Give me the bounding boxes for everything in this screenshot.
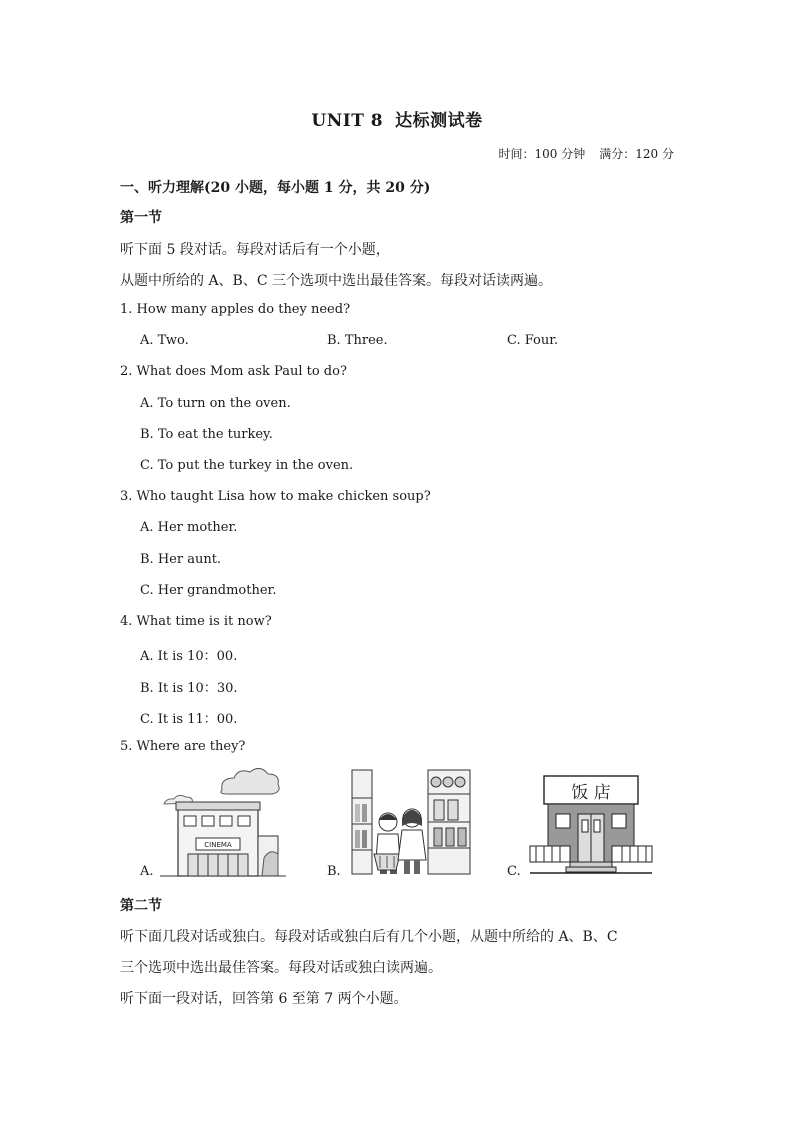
question-5-option-a: A. xyxy=(140,864,154,879)
exam-time: 时间：100 分钟 xyxy=(498,147,586,161)
cinema-sign-text: CINEMA xyxy=(204,841,232,849)
question-4-option-a: A. It is 10：00. xyxy=(140,649,238,664)
cinema-building-icon xyxy=(160,766,286,878)
restaurant-sign-text: 饭 店 xyxy=(571,783,611,803)
section1-instruction-2: 从题中所给的 A、B、C 三个选项中选出最佳答案。每段对话读两遍。 xyxy=(120,273,553,289)
question-4-stem: 4. What time is it now? xyxy=(120,614,272,629)
exam-meta xyxy=(499,145,674,162)
section2-heading: 第二节 xyxy=(120,898,162,914)
title-unit: UNIT 8 xyxy=(311,111,384,131)
section1-heading: 第一节 xyxy=(120,210,162,226)
title-cn: 达标测试卷 xyxy=(395,111,483,131)
question-2-stem: 2. What does Mom ask Paul to do? xyxy=(120,364,347,379)
question-2-option-b: B. To eat the turkey. xyxy=(140,427,273,442)
question-1-option-b: B. Three. xyxy=(327,333,388,348)
question-3-option-a: A. Her mother. xyxy=(140,520,238,535)
question-2-option-c: C. To put the turkey in the oven. xyxy=(140,458,354,473)
question-4-option-c: C. It is 11：00. xyxy=(140,712,238,727)
question-1-option-a: A. Two. xyxy=(140,333,189,348)
page-title xyxy=(0,106,794,131)
section2-instruction-3: 听下面一段对话，回答第 6 至第 7 两个小题。 xyxy=(120,991,408,1007)
question-5-option-b: B. xyxy=(327,864,341,879)
question-5-stem: 5. Where are they? xyxy=(120,739,246,754)
question-3-option-c: C. Her grandmother. xyxy=(140,583,277,598)
part1-heading: 一、听力理解(20 小题，每小题 1 分，共 20 分) xyxy=(120,180,431,196)
section1-instruction-1: 听下面 5 段对话。每段对话后有一个小题， xyxy=(120,242,390,258)
section2-instruction-2: 三个选项中选出最佳答案。每段对话或独白读两遍。 xyxy=(120,960,442,976)
restaurant-building-icon xyxy=(530,774,652,876)
section2-instruction-1: 听下面几段对话或独白。每段对话或独白后有几个小题，从题中所给的 A、B、C xyxy=(120,929,618,945)
question-2-option-a: A. To turn on the oven. xyxy=(140,396,291,411)
question-3-option-b: B. Her aunt. xyxy=(140,552,222,567)
question-3-stem: 3. Who taught Lisa how to make chicken soup? xyxy=(120,489,431,504)
question-1-stem: 1. How many apples do they need? xyxy=(120,302,351,317)
question-1-option-c: C. Four. xyxy=(507,333,559,348)
question-5-option-c: C. xyxy=(507,864,521,879)
exam-score: 满分：120 分 xyxy=(599,147,674,161)
question-4-option-b: B. It is 10：30. xyxy=(140,681,238,696)
supermarket-shoppers-icon xyxy=(350,768,472,876)
